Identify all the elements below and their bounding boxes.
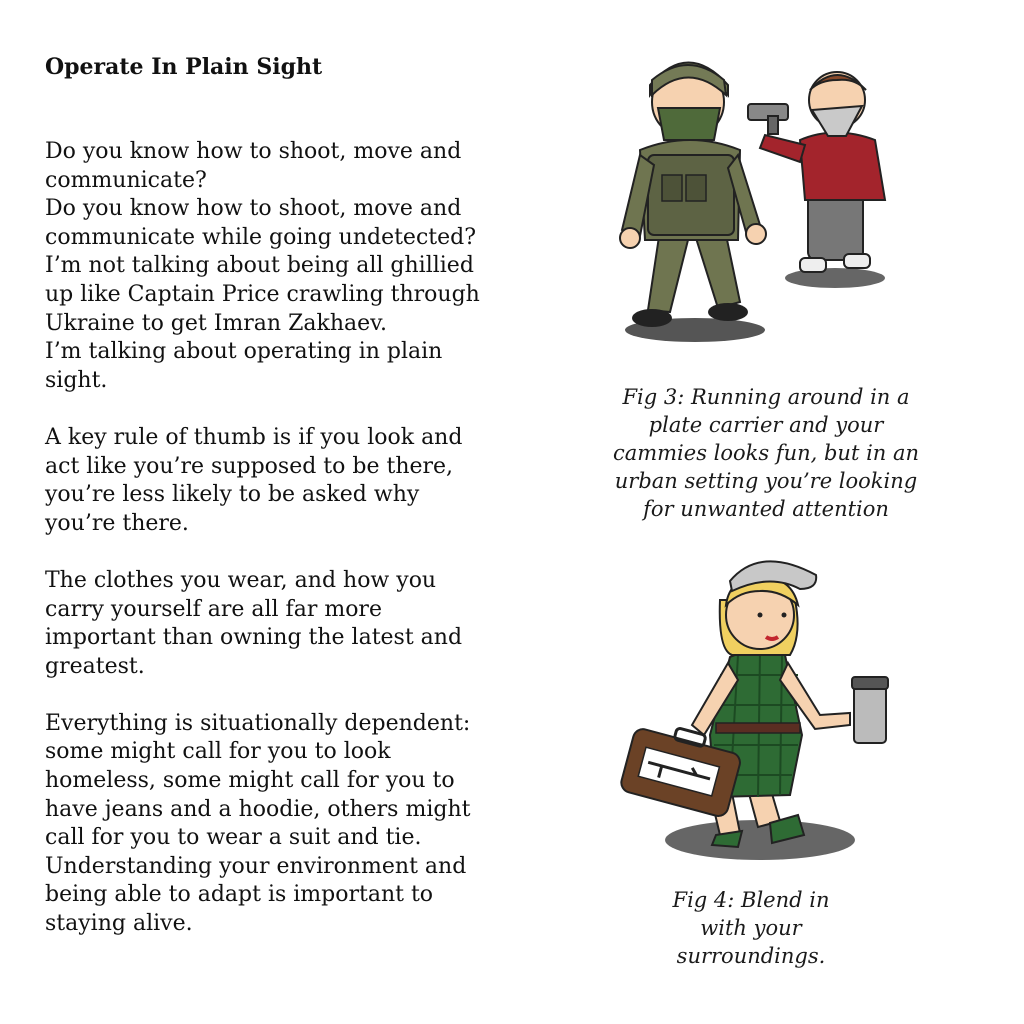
caption-line: plate carrier and your (648, 413, 884, 437)
text-line: Do you know how to shoot, move and (45, 139, 462, 164)
caption-line: with your (700, 916, 802, 940)
text-line: I’m talking about operating in plain (45, 339, 443, 365)
text-line: being able to adapt is important to (45, 882, 434, 908)
text-line: act like you’re supposed to be there, (45, 453, 454, 479)
text-line: homeless, some might call for you to (45, 768, 455, 794)
paragraph-4 (45, 710, 545, 939)
robber-figure (748, 72, 885, 272)
text-line: have jeans and a hoodie, others might (45, 796, 471, 822)
text-line: Everything is situationally dependent: (45, 710, 471, 736)
text-line: you’re there. (45, 510, 189, 536)
text-line: you’re less likely to be asked why (45, 482, 420, 508)
text-line: communicate while going undetected? (45, 224, 477, 250)
text-line: Understanding your environment and (45, 853, 467, 879)
text-line: Ukraine to get Imran Zakhaev. (45, 310, 387, 336)
fig3-illustration (600, 40, 900, 360)
text-line: greatest. (45, 653, 145, 679)
text-line: up like Captain Price crawling through (45, 281, 480, 307)
text-line: important than owning the latest and (45, 625, 463, 651)
text-line: Do you know how to shoot, move and (45, 196, 462, 222)
caption-line: urban setting you’re looking (614, 469, 918, 493)
text-line: sight. (45, 367, 108, 393)
page-title: Operate In Plain Sight (45, 54, 323, 80)
text-line: A key rule of thumb is if you look and (45, 424, 463, 450)
soldier-figure (620, 63, 766, 328)
article-body (45, 52, 545, 967)
text-line: I’m not talking about being all ghillied (45, 253, 474, 279)
text-line: some might call for you to look (45, 739, 391, 765)
paragraph-1 (45, 138, 545, 395)
text-line: The clothes you wear, and how you (45, 567, 437, 593)
figure-4-caption (646, 886, 856, 970)
fig4-illustration (620, 545, 910, 875)
caption-line: for unwanted attention (643, 497, 889, 521)
text-line: staying alive. (45, 911, 193, 937)
paragraph-3 (45, 567, 545, 681)
paragraph-2 (45, 424, 545, 538)
ground-shadow (785, 268, 885, 288)
woman-figure (620, 561, 888, 847)
text-line: carry yourself are all far more (45, 596, 382, 622)
caption-line: cammies looks fun, but in an (612, 441, 920, 465)
text-line: call for you to wear a suit and tie. (45, 825, 422, 851)
caption-line: Fig 4: Blend in (672, 888, 830, 912)
text-line: communicate? (45, 167, 207, 193)
caption-line: surroundings. (676, 944, 826, 968)
caption-line: Fig 3: Running around in a (622, 385, 910, 409)
figure-3-caption (596, 383, 936, 523)
